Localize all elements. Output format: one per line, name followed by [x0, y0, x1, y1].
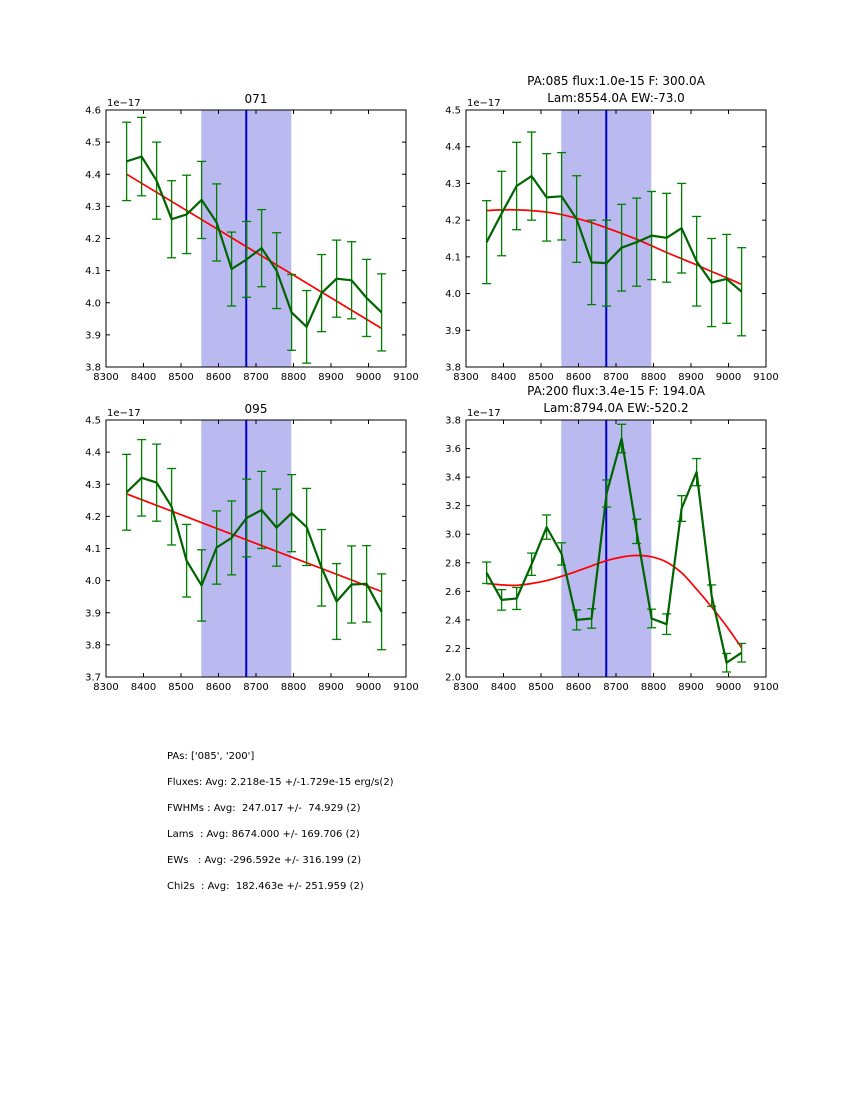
x-tick-label: 8500: [528, 372, 554, 383]
y-tick-label: 4.3: [445, 178, 461, 190]
x-tick-label: 8500: [528, 682, 554, 693]
x-tick-label: 8300: [93, 372, 119, 383]
x-tick-label: 8700: [243, 682, 269, 693]
x-tick-label: 9100: [753, 682, 779, 693]
y-tick-label: 4.4: [445, 142, 461, 154]
x-tick-label: 8800: [280, 372, 307, 383]
y-tick-label: 3.8: [85, 640, 101, 652]
x-tick-label: 8300: [453, 682, 479, 693]
subplot-071: [85, 92, 419, 383]
y-tick-label: 3.9: [445, 325, 461, 337]
x-tick-label: 8600: [565, 372, 592, 383]
plot-title-line2: Lam:8554.0A EW:-73.0: [547, 91, 685, 105]
y-tick-label: 3.6: [445, 444, 461, 456]
x-tick-label: 9000: [715, 372, 742, 383]
x-tick-label: 9100: [393, 372, 419, 383]
x-tick-label: 8600: [205, 682, 232, 693]
y-tick-label: 4.5: [445, 105, 461, 117]
y-tick-label: 4.1: [85, 544, 101, 555]
x-tick-label: 8400: [490, 372, 517, 383]
plot-title: 071: [244, 92, 268, 106]
y-tick-label: 4.5: [85, 137, 101, 149]
stats-line-chi2s: Chi2s : Avg: 182.463e +/- 251.959 (2): [167, 881, 364, 892]
x-tick-label: 9000: [355, 372, 382, 383]
y-tick-label: 2.0: [445, 672, 461, 684]
stats-block: [167, 744, 394, 900]
x-tick-label: 8700: [603, 682, 629, 693]
stats-line-lams: Lams : Avg: 8674.000 +/- 169.706 (2): [167, 829, 360, 840]
y-tick-label: 4.1: [445, 252, 461, 264]
x-tick-label: 8700: [603, 372, 629, 383]
x-tick-label: 8800: [640, 372, 667, 383]
x-tick-label: 9000: [355, 682, 382, 693]
y-tick-label: 4.4: [85, 169, 101, 181]
y-tick-label: 4.4: [85, 447, 101, 459]
x-tick-label: 8300: [453, 372, 479, 383]
y-axis-offset-label: 1e−17: [107, 98, 141, 109]
x-tick-label: 9100: [393, 682, 419, 693]
x-tick-label: 8500: [168, 682, 194, 693]
x-tick-label: 8900: [318, 682, 344, 693]
x-tick-label: 8600: [565, 682, 592, 693]
stats-line-fluxes: Fluxes: Avg: 2.218e-15 +/-1.729e-15 erg/s(2): [167, 777, 394, 788]
y-tick-label: 4.3: [85, 201, 101, 213]
x-tick-label: 8900: [678, 682, 704, 693]
y-tick-label: 4.0: [85, 576, 101, 588]
x-tick-label: 8300: [93, 682, 119, 693]
y-tick-label: 3.9: [85, 608, 101, 620]
x-tick-label: 8900: [678, 372, 704, 383]
y-tick-label: 3.8: [445, 362, 461, 374]
y-axis-offset-label: 1e−17: [107, 408, 141, 419]
stats-line-fwhms: FWHMs : Avg: 247.017 +/- 74.929 (2): [167, 803, 361, 814]
y-tick-label: 3.9: [85, 330, 101, 342]
y-tick-label: 3.7: [85, 672, 101, 684]
x-tick-label: 8900: [318, 372, 344, 383]
y-tick-label: 3.4: [445, 472, 461, 484]
subplot-085: [445, 74, 779, 383]
y-tick-label: 3.8: [445, 415, 461, 427]
y-tick-label: 2.8: [445, 558, 461, 570]
y-tick-label: 4.3: [85, 479, 101, 491]
x-tick-label: 8600: [205, 372, 232, 383]
y-tick-label: 4.2: [85, 234, 101, 245]
x-tick-label: 8400: [130, 372, 157, 383]
x-tick-label: 8800: [280, 682, 307, 693]
plot-title-line2: Lam:8794.0A EW:-520.2: [543, 401, 689, 415]
y-tick-label: 4.0: [85, 298, 101, 310]
y-tick-label: 2.6: [445, 586, 461, 598]
y-tick-label: 3.0: [445, 529, 461, 541]
y-tick-label: 4.1: [85, 266, 101, 278]
y-tick-label: 4.6: [85, 105, 101, 117]
x-tick-label: 8800: [640, 682, 667, 693]
y-tick-label: 4.2: [85, 511, 101, 523]
y-tick-label: 4.2: [445, 215, 461, 227]
plot-title-line1: PA:085 flux:1.0e-15 F: 300.0A: [527, 74, 705, 88]
y-tick-label: 3.2: [445, 501, 461, 513]
stats-line-pas: PAs: ['085', '200']: [167, 751, 255, 762]
x-tick-label: 8700: [243, 372, 269, 383]
y-tick-label: 2.4: [445, 615, 461, 627]
y-tick-label: 2.2: [445, 643, 461, 655]
stats-line-ews: EWs : Avg: -296.592e +/- 316.199 (2): [167, 855, 362, 866]
x-tick-label: 8400: [130, 682, 157, 693]
y-tick-label: 4.5: [85, 415, 101, 427]
x-tick-label: 9000: [715, 682, 742, 693]
y-axis-offset-label: 1e−17: [467, 98, 501, 109]
y-axis-offset-label: 1e−17: [467, 408, 501, 419]
x-tick-label: 8400: [490, 682, 517, 693]
subplot-200: [445, 384, 779, 693]
x-tick-label: 8500: [168, 372, 194, 383]
y-tick-label: 3.8: [85, 362, 101, 374]
plot-title: 095: [244, 402, 268, 416]
subplot-095: [85, 402, 419, 693]
x-tick-label: 9100: [753, 372, 779, 383]
y-tick-label: 4.0: [445, 289, 461, 301]
plot-title-line1: PA:200 flux:3.4e-15 F: 194.0A: [527, 384, 705, 398]
